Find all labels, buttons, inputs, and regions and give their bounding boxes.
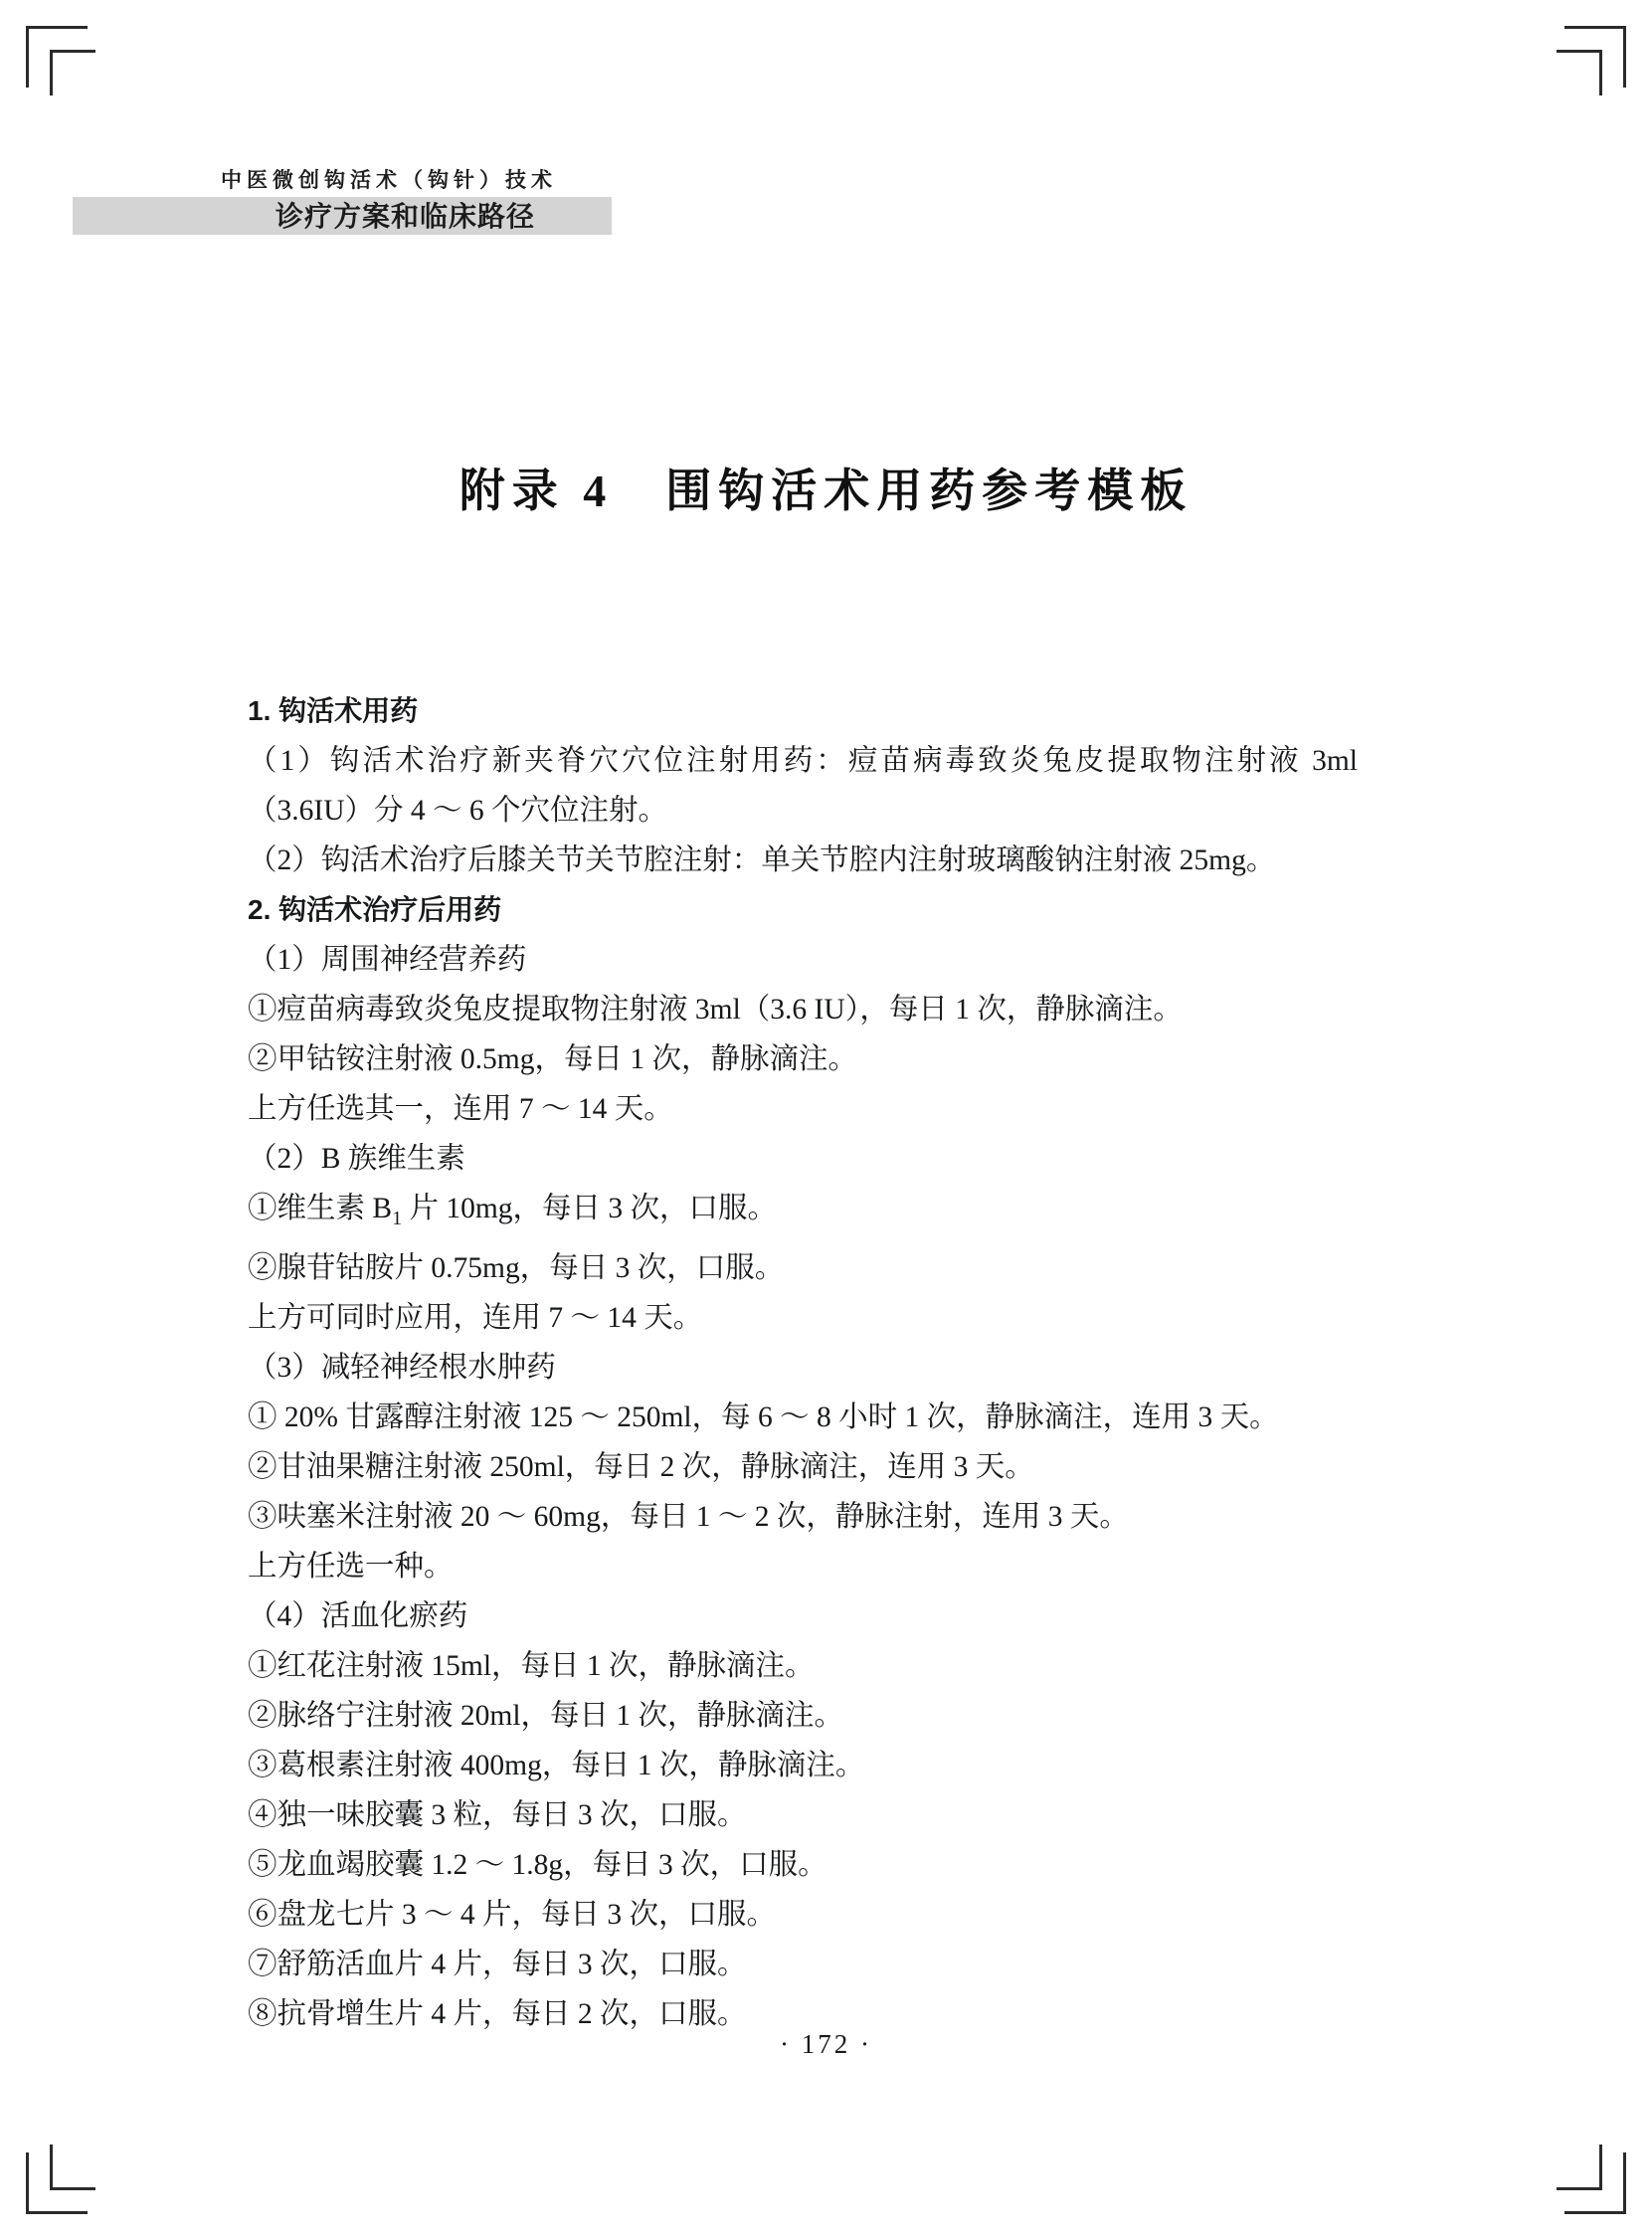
body-paragraph: ⑤龙血竭胶囊 1.2 ～ 1.8g，每日 3 次，口服。 [248,1848,827,1881]
body-paragraph: ⑧抗骨增生片 4 片，每日 2 次，口服。 [248,1997,747,2030]
body-paragraph: （2）B 族维生素 [248,1143,465,1175]
running-head-subtitle: 诊疗方案和临床路径 [275,201,536,232]
crop-mark-bottom-right-inner [1557,2145,1602,2190]
body-paragraph: 上方任选其一，连用 7 ～ 14 天。 [248,1093,673,1125]
crop-mark-bottom-left-inner [50,2145,95,2190]
body-paragraph: ①痘苗病毒致炎兔皮提取物注射液 3ml（3.6 IU），每日 1 次，静脉滴注。 [248,994,1183,1026]
section-heading: 1. 钩活术用药 [248,695,419,726]
body-paragraph: 上方可同时应用，连用 7 ～ 14 天。 [248,1301,703,1334]
body-paragraph: （4）活血化瘀药 [248,1599,468,1632]
body-paragraph: ②甲钴铵注射液 0.5mg，每日 1 次，静脉滴注。 [248,1043,857,1075]
body-paragraph: （2）钩活术治疗后膝关节关节腔注射：单关节腔内注射玻璃酸钠注射液 25mg。 [248,844,1276,876]
page-title: 附录 4 围钩活术用药参考模板 [459,466,1193,516]
body-paragraph: ②脉络宁注射液 20ml，每日 1 次，静脉滴注。 [248,1699,844,1732]
body-paragraph: ②腺苷钴胺片 0.75mg，每日 3 次，口服。 [248,1251,785,1284]
body-paragraph: （1）钩活术治疗新夹脊穴穴位注射用药：痘苗病毒致炎兔皮提取物注射液 3ml（3.6IU）分 4 ～ 6 个穴位注射。 [248,745,1358,827]
crop-mark-top-right-inner [1557,50,1602,95]
document-body [204,686,1358,2039]
body-paragraph: ③呋塞米注射液 20 ～ 60mg，每日 1 ～ 2 次，静脉注射，连用 3 天。 [248,1500,1129,1533]
body-paragraph: ③葛根素注射液 400mg，每日 1 次，静脉滴注。 [248,1749,865,1781]
body-paragraph: 上方任选一种。 [248,1550,454,1583]
section-heading: 2. 钩活术治疗后用药 [248,894,502,925]
body-paragraph: （1）周围神经营养药 [248,944,527,976]
body-paragraph: ①红花注射液 15ml，每日 1 次，静脉滴注。 [248,1649,815,1682]
page-number: · 172 · [780,2029,872,2059]
body-paragraph: ① 20% 甘露醇注射液 125 ～ 250ml，每 6 ～ 8 小时 1 次，静脉滴注，连用 3 天。 [248,1400,1279,1433]
body-paragraph: ②甘油果糖注射液 250ml，每日 2 次，静脉滴注，连用 3 天。 [248,1450,1034,1483]
body-paragraph: ⑥盘龙七片 3 ～ 4 片，每日 3 次，口服。 [248,1898,777,1931]
body-paragraph: ①维生素 $B_1$ 片 10mg，每日 3 次，口服。 [248,1193,778,1229]
body-paragraph: ⑦舒筋活血片 4 片，每日 3 次，口服。 [248,1948,747,1980]
crop-mark-top-left-inner [50,50,95,95]
body-paragraph: （3）减轻神经根水肿药 [248,1351,556,1384]
running-head-book-title: 中医微创钩活术（钩针）技术 [221,168,557,192]
body-paragraph: ④独一味胶囊 3 粒，每日 3 次，口服。 [248,1798,747,1831]
